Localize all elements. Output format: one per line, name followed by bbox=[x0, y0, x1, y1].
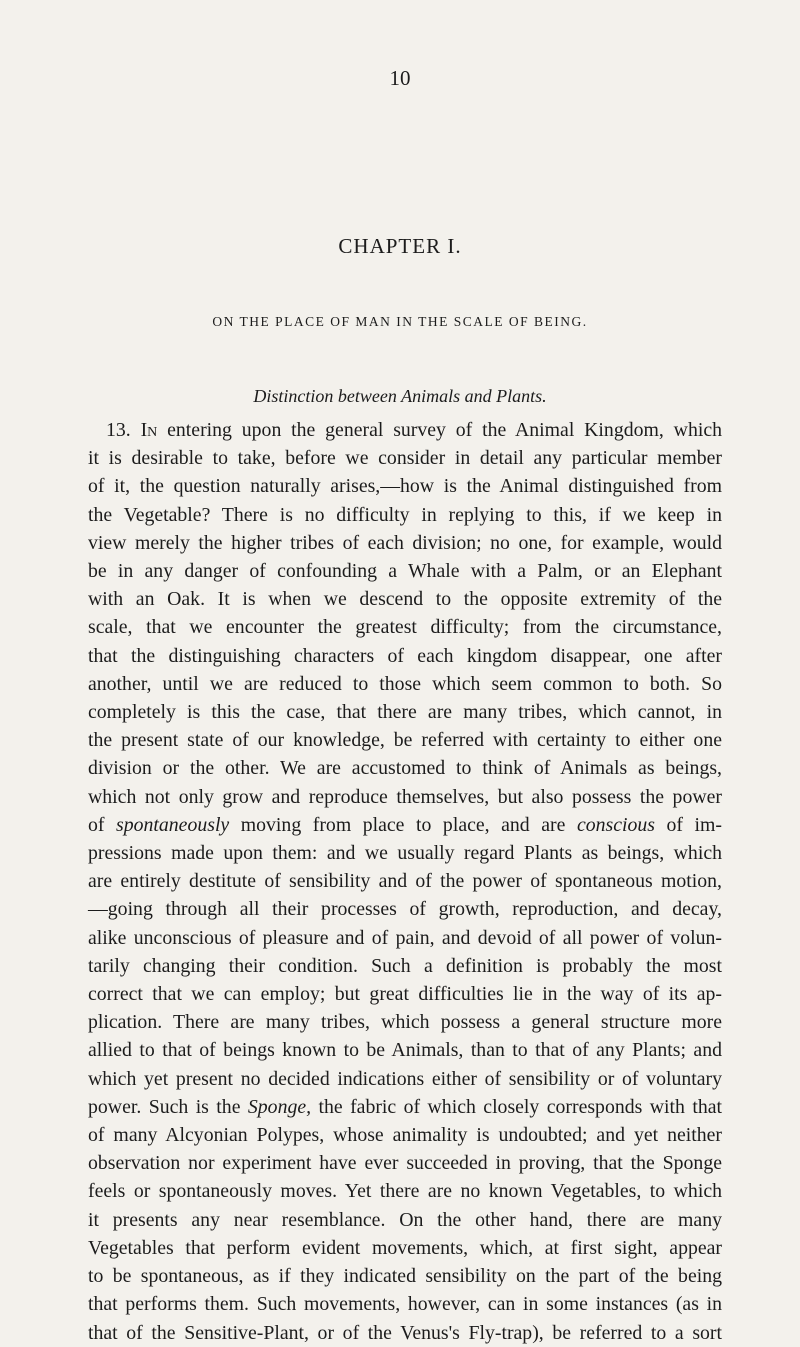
text-line: Vegetables that perform evident movements, which, at first sight, appear bbox=[88, 1236, 722, 1259]
text-line: with an Oak. It is when we descend to the opposite extremity of the bbox=[88, 588, 722, 611]
text-line: pressions made upon them: and we usually regard Plants as beings, which bbox=[88, 842, 722, 865]
text-line: it is desirable to take, before we consider in detail any particular member bbox=[88, 447, 722, 470]
text-line: of many Alcyonian Polypes, whose animality is undoubted; and yet neither bbox=[88, 1124, 722, 1147]
paragraph-number: 13. bbox=[106, 419, 131, 441]
lead-word: In bbox=[140, 419, 158, 441]
emphasis-spontaneously: spontaneously bbox=[116, 813, 230, 836]
text-line: that the distinguishing characters of each kingdom disappear, one after bbox=[88, 644, 722, 667]
text-line: feels or spontaneously moves. Yet there are no known Vegetables, to which bbox=[88, 1180, 722, 1203]
text-line-content: entering upon the general survey of the Animal Kingdom, which bbox=[167, 419, 722, 441]
text-line: of spontaneously moving from place to place, and are conscious of im- bbox=[88, 813, 722, 836]
body-paragraph bbox=[88, 416, 722, 1347]
text-line: the Vegetable? There is no difficulty in replying to this, if we keep in bbox=[88, 503, 722, 526]
text-line: are entirely destitute of sensibility and of the power of spontaneous motion, bbox=[88, 870, 722, 893]
text-line: to be spontaneous, as if they indicated sensibility on the part of the being bbox=[88, 1265, 722, 1288]
section-heading: Distinction between Animals and Plants. bbox=[253, 386, 547, 406]
text-line: completely is this the case, that there are many tribes, which cannot, in bbox=[88, 701, 722, 724]
text-line: correct that we can employ; but great difficulties lie in the way of its ap- bbox=[88, 983, 722, 1006]
text-line: —going through all their processes of growth, reproduction, and decay, bbox=[88, 898, 722, 921]
page-number: 10 bbox=[389, 66, 411, 90]
text-line: allied to that of beings known to be Animals, than to that of any Plants; and bbox=[88, 1039, 722, 1062]
text-line: alike unconscious of pleasure and of pain, and devoid of all power of volun- bbox=[88, 926, 722, 949]
text-line: view merely the higher tribes of each division; no one, for example, would bbox=[88, 531, 722, 554]
text-line: tarily changing their condition. Such a definition is probably the most bbox=[88, 954, 722, 977]
text-line: that of the Sensitive-Plant, or of the Venus's Fly-trap), be referred to a sort bbox=[88, 1321, 722, 1344]
chapter-title: CHAPTER I. bbox=[338, 234, 462, 258]
text-line: that performs them. Such movements, however, can in some instances (as in bbox=[88, 1293, 722, 1316]
text-line: it presents any near resemblance. On the other hand, there are many bbox=[88, 1208, 722, 1231]
text-line: scale, that we encounter the greatest difficulty; from the circumstance, bbox=[88, 616, 722, 639]
text-line: be in any danger of confounding a Whale with a Palm, or an Elephant bbox=[88, 560, 722, 583]
text-line: which not only grow and reproduce themselves, but also possess the power bbox=[88, 785, 722, 808]
emphasis-conscious: conscious bbox=[576, 813, 655, 836]
chapter-subtitle: ON THE PLACE OF MAN IN THE SCALE OF BEING. bbox=[212, 314, 588, 329]
text-line bbox=[88, 416, 722, 444]
text-line: another, until we are reduced to those which seem common to both. So bbox=[88, 672, 722, 695]
text-line: observation nor experiment have ever succeeded in proving, that the Sponge bbox=[88, 1152, 722, 1175]
text-line: the present state of our knowledge, be referred with certainty to either one bbox=[88, 729, 722, 752]
text-line: division or the other. We are accustomed to think of Animals as beings, bbox=[88, 757, 722, 780]
emphasis-sponge: Sponge, bbox=[247, 1095, 312, 1118]
text-line: which yet present no decided indications either of sensibility or of voluntary bbox=[88, 1067, 722, 1090]
text-line: of it, the question naturally arises,—how is the Animal distinguished from bbox=[88, 475, 722, 498]
text-line: power. Such is the Sponge, the fabric of which closely corresponds with that bbox=[88, 1095, 722, 1118]
text-line: plication. There are many tribes, which possess a general structure more bbox=[88, 1011, 722, 1034]
